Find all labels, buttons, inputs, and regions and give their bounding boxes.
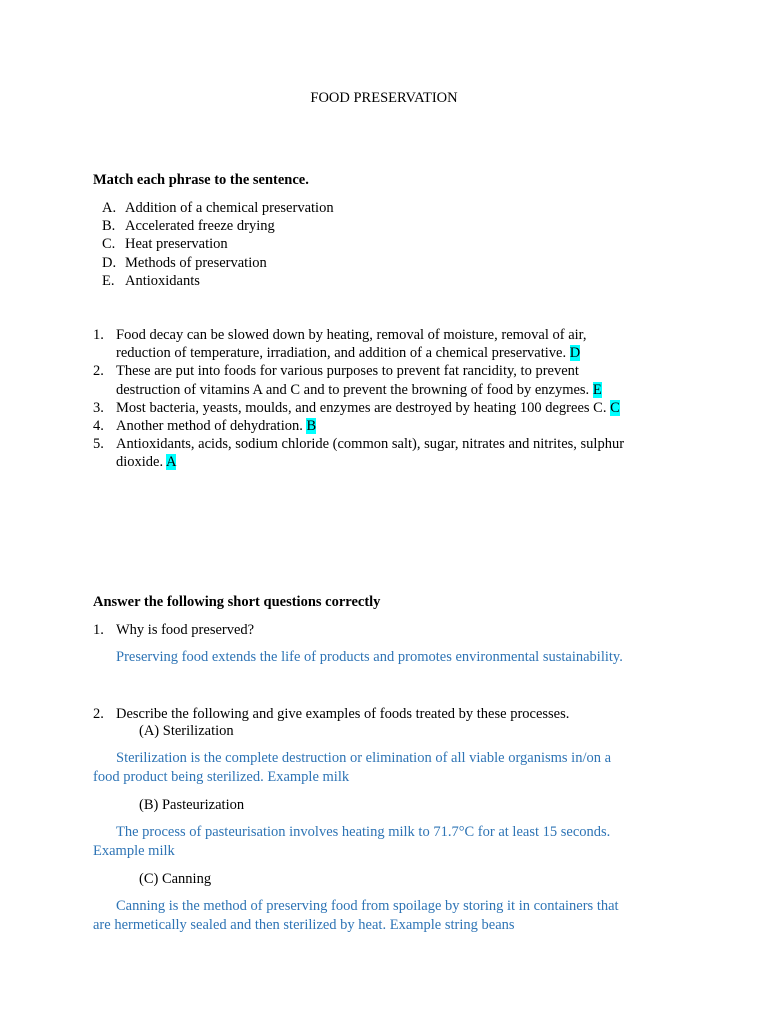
list-item: 2. These are put into foods for various purposes to prevent fat rancidity, to prevent destruction of vitamins A and C and to prevent the browning of food by enzymes. E — [93, 363, 602, 398]
question-2-number: 2. — [93, 706, 104, 722]
list-item: C. Heat preservation — [102, 236, 228, 253]
answer-highlight: E — [592, 381, 602, 398]
list-item: 1. Food decay can be slowed down by heating, removal of moisture, removal of air, reduction of temperature, irradiation, and addition of a chemical preservative. D — [93, 327, 587, 362]
answer-highlight: C — [610, 399, 620, 416]
answer-highlight: A — [165, 454, 177, 471]
question-2-text: Describe the following and give examples of foods treated by these processes. — [116, 706, 570, 722]
part-b-label: (B) Pasteurization — [139, 797, 245, 813]
answer-highlight: D — [569, 345, 581, 362]
sentence-list — [93, 326, 673, 472]
list-item: E. Antioxidants — [102, 272, 200, 289]
part-b-answer-line1: The process of pasteurisation involves heating milk to 71.7°C for at least 15 seconds. — [116, 824, 611, 840]
section-heading-short-questions: Answer the following short questions correctly — [93, 594, 381, 610]
part-a-answer-line2: food product being sterilized. Example milk — [93, 769, 350, 785]
list-item: 5. Antioxidants, acids, sodium chloride (common salt), sugar, nitrates and nitrites, sulphur dioxide. A — [93, 436, 625, 471]
question-1-number: 1. — [93, 622, 104, 638]
list-item: B. Accelerated freeze drying — [102, 218, 275, 235]
question-1-text: Why is food preserved? — [116, 622, 255, 638]
page-title: FOOD PRESERVATION — [310, 90, 458, 106]
list-item: D. Methods of preservation — [102, 254, 267, 271]
part-c-answer-line2: are hermetically sealed and then sterilized by heat. Example string beans — [93, 917, 515, 933]
part-a-answer-line1: Sterilization is the complete destruction or elimination of all viable organisms in/on a — [116, 750, 612, 766]
list-item: A. Addition of a chemical preservation — [102, 200, 334, 216]
part-c-label: (C) Canning — [139, 871, 212, 887]
list-item: 3. Most bacteria, yeasts, moulds, and enzymes are destroyed by heating 100 degrees C. C — [93, 399, 620, 416]
section-heading-matching: Match each phrase to the sentence. — [93, 172, 309, 188]
phrase-list — [93, 199, 673, 290]
answer-highlight: B — [306, 418, 317, 435]
part-a-label: (A) Sterilization — [139, 723, 234, 739]
answer-1-text: Preserving food extends the life of products and promotes environmental sustainability. — [116, 649, 623, 665]
list-item: 4. Another method of dehydration. B — [93, 418, 317, 435]
part-b-answer-line2: Example milk — [93, 843, 175, 859]
part-c-answer-line1: Canning is the method of preserving food from spoilage by storing it in containers that — [116, 898, 619, 914]
